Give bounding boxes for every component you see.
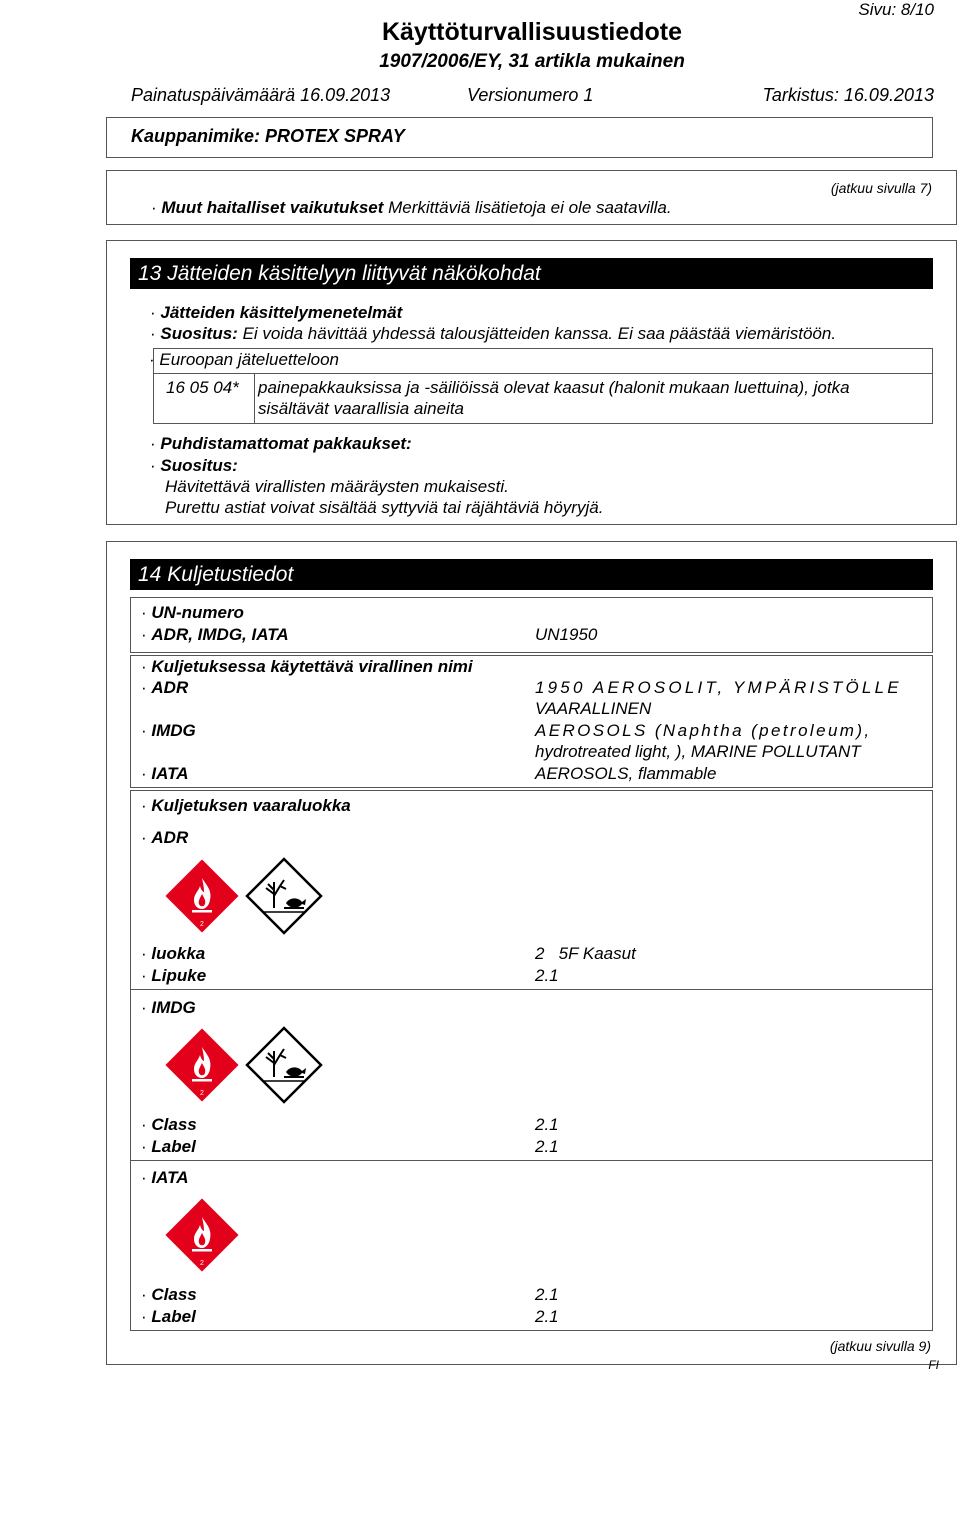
iata-class-row: · Class [141, 1285, 197, 1304]
un-number-row: · UN-numero [141, 603, 244, 622]
luokka-label: luokka [151, 944, 206, 963]
iata2-row: · IATA [141, 1168, 189, 1187]
iata-class-value: 2.1 [535, 1285, 559, 1304]
flammable-gas-icon [162, 1025, 242, 1105]
flammable-gas-icon [162, 1195, 242, 1275]
trade-name-box [106, 117, 933, 158]
lipuke-label: Lipuke [151, 966, 207, 985]
adr2-label: ADR [151, 828, 189, 847]
eu-list-row: · Euroopan jäteluetteloon [149, 350, 339, 369]
recommendation2-row: · Suositus: [150, 456, 238, 475]
un-modes-label: ADR, IMDG, IATA [151, 625, 289, 644]
pictogram-class-number: 2 [200, 1090, 204, 1097]
imdg2-row: · IMDG [141, 998, 196, 1017]
recommendation-label: Suositus: [160, 324, 238, 343]
recommendation2-label: Suositus: [160, 456, 238, 475]
lipuke-value: 2.1 [535, 966, 559, 985]
section-13-title: 13 Jätteiden käsittelyyn liittyvät näkökohdat [130, 258, 933, 289]
iata-class-label: Class [151, 1285, 197, 1304]
lipuke-row: · Lipuke [141, 966, 207, 985]
hazard-class-label: Kuljetuksen vaaraluokka [151, 796, 351, 815]
luokka-value: 2 5F Kaasut [535, 944, 636, 963]
adr-shipping-name-line2: VAARALLINEN [535, 699, 652, 718]
adr-label: ADR [151, 678, 189, 697]
imdg-label-label: Label [151, 1137, 196, 1156]
uncleaned-packaging-label: Puhdistamattomat pakkaukset: [160, 434, 412, 453]
flammable-gas-icon [162, 856, 242, 936]
imdg-shipping-name-line2: hydrotreated light, ), MARINE POLLUTANT [535, 742, 861, 761]
page-number: Sivu: 8/10 [858, 0, 934, 19]
recommendation2-line2: Purettu astiat voivat sisältää syttyviä tai räjähtäviä höyryjä. [165, 498, 604, 517]
continued-to-note: (jatkuu sivulla 9) [829, 1338, 931, 1354]
eu-list-label: Euroopan jäteluetteloon [159, 350, 339, 369]
un-modes-row: · ADR, IMDG, IATA [141, 625, 289, 644]
pictogram-class-number: 2 [200, 921, 204, 928]
iata-row: · IATA [141, 764, 189, 783]
shipping-name-row: · Kuljetuksessa käytettävä virallinen nimi [141, 657, 473, 676]
adr-row: · ADR [141, 678, 189, 697]
revision-date: Tarkistus: 16.09.2013 [762, 85, 934, 105]
iata-shipping-name: AEROSOLS, flammable [535, 764, 717, 783]
waste-description-line2: sisältävät vaarallisia aineita [258, 399, 464, 418]
iata-label-row: · Label [141, 1307, 196, 1326]
document-title: Käyttöturvallisuustiedote [381, 18, 683, 46]
waste-methods-label: Jätteiden käsittelymenetelmät [160, 303, 403, 322]
imdg-class-label: Class [151, 1115, 197, 1134]
un-number-value: UN1950 [535, 625, 598, 644]
iata-divider [130, 1160, 933, 1161]
hazard-class-row: · Kuljetuksen vaaraluokka [141, 796, 351, 815]
continued-from-note: (jatkuu sivulla 7) [830, 180, 932, 196]
section-14-title: 14 Kuljetustiedot [130, 559, 933, 590]
language-code: FI [928, 1358, 939, 1372]
iata-label-value: 2.1 [535, 1307, 559, 1326]
waste-code-table [149, 348, 933, 424]
version-number: Versionumero 1 [467, 85, 594, 105]
imdg-label-value: 2.1 [535, 1137, 559, 1156]
trade-name: Kauppanimike: PROTEX SPRAY [131, 126, 405, 146]
other-effects-label: Muut haitalliset vaikutukset [161, 198, 384, 217]
table-column-divider [254, 373, 255, 423]
environment-hazard-icon [244, 856, 324, 936]
imdg-class-row: · Class [141, 1115, 197, 1134]
other-effects-text: Merkittäviä lisätietoja ei ole saatavilla. [388, 198, 672, 217]
waste-description-line1: painepakkauksissa ja -säiliöissä olevat kaasut (halonit mukaan luettuina), jotka [258, 378, 850, 397]
other-effects-row: · Muut haitalliset vaikutukset Merkittäviä lisätietoja ei ole saatavilla. [151, 198, 672, 217]
document-subtitle: 1907/2006/EY, 31 artikla mukainen [379, 51, 685, 72]
waste-code: 16 05 04* [166, 378, 239, 397]
uncleaned-packaging-row: · Puhdistamattomat pakkaukset: [150, 434, 412, 453]
pictogram-class-number: 2 [200, 1260, 204, 1267]
imdg-divider [130, 989, 933, 990]
adr-shipping-name-line1: 1950 AEROSOLIT, YMPÄRISTÖLLE [535, 678, 902, 697]
un-number-label: UN-numero [151, 603, 244, 622]
environment-hazard-icon [244, 1025, 324, 1105]
iata-label-label: Label [151, 1307, 196, 1326]
recommendation2-line1: Hävitettävä virallisten määräysten mukaisesti. [165, 477, 509, 496]
imdg2-label: IMDG [151, 998, 196, 1017]
continued-box [106, 170, 957, 225]
recommendation-text: Ei voida hävittää yhdessä talousjätteiden kanssa. Ei saa päästää viemäristöön. [242, 324, 837, 343]
print-date: Painatuspäivämäärä 16.09.2013 [131, 85, 391, 105]
imdg-label: IMDG [151, 721, 196, 740]
table-divider [154, 373, 932, 374]
iata-label: IATA [151, 764, 189, 783]
imdg-shipping-name-line1: AEROSOLS (Naphtha (petroleum), [535, 721, 872, 740]
iata2-label: IATA [151, 1168, 189, 1187]
adr2-row: · ADR [141, 828, 189, 847]
imdg-row: · IMDG [141, 721, 196, 740]
waste-methods-row: · Jätteiden käsittelymenetelmät [150, 303, 403, 322]
luokka-row: · luokka [141, 944, 206, 963]
imdg-class-value: 2.1 [535, 1115, 559, 1134]
shipping-name-label: Kuljetuksessa käytettävä virallinen nimi [151, 657, 473, 676]
recommendation-row: · Suositus: Ei voida hävittää yhdessä talousjätteiden kanssa. Ei saa päästää viemäristöön. [150, 324, 837, 343]
imdg-label-row: · Label [141, 1137, 196, 1156]
